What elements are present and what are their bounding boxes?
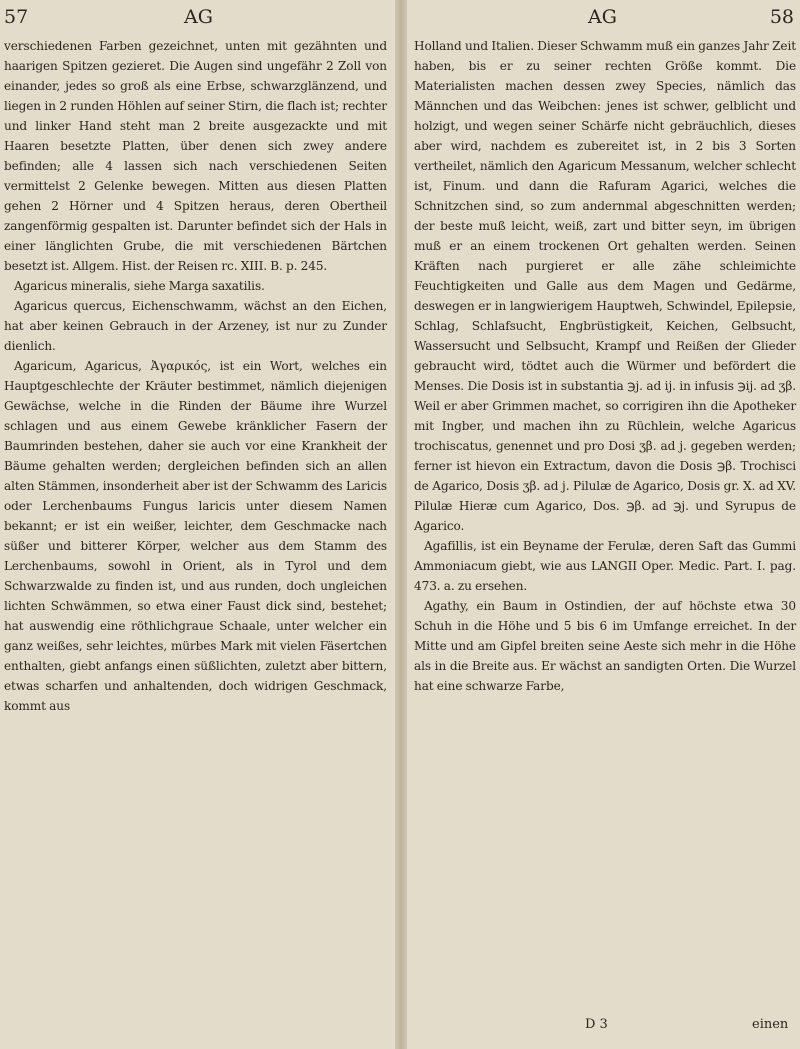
right-header bbox=[414, 4, 796, 30]
left-paragraph: Agaricus mineralis, siehe Marga saxatilis. bbox=[14, 279, 265, 293]
left-page-number: 57 bbox=[4, 6, 29, 28]
right-page-number: 58 bbox=[769, 6, 794, 28]
left-paragraph: Agaricum, Agaricus, Ἀγαρικός, ist ein Wort, welches ein Hauptgeschlechte der Kräuter bestimmet, nämlich diejenigen Gewächse, welche in die Rinden der Bäume ihre Wurzel schlagen und aus einem Gewebe kränklicher Fasern der Baumrinden bestehen, daher sie auch vor eine Krankheit der Bäume gehalten werden; dergleichen befinden sich an allen alten Stämmen, insonderheit aber ist der Schwamm des Laricis oder Lerchenbaums Fungus laricis unter diesem Namen bekannt; er ist ein weißer, leichter, dem Geschmacke nach süßer und bitterer Körper, welcher aus dem Stamm des Lerchenbaums, sowohl in Orient, als in Tyrol und dem Schwarzwalde zu finden ist, und aus runden, doch ungleichen lichten Schwämmen, so etwa einer Faust dick sind, bestehet; hat auswendig eine röthlichgraue Schaale, unter welcher ein ganz weißes, sehr leichtes, mürbes Mark mit vielen Fäsertchen enthalten, giebt anfangs einen süßlichten, zuletzt aber bittern, etwas scharfen und anhaltenden, doch widrigen Geschmack, kommt aus bbox=[4, 359, 387, 713]
book-gutter bbox=[395, 0, 407, 1049]
right-paragraph: Agathy, ein Baum in Ostindien, der auf höchste etwa 30 Schuh in die Höhe und 5 bis 6 im Umfange erreichet. In der Mitte und am Gipfel breiten seine Aeste sich mehr in die Höhe als in die Breite aus. Er wächst an sandigten Orten. Die Wurzel hat eine schwarze Farbe, bbox=[414, 599, 796, 693]
right-paragraph: Holland und Italien. Dieser Schwamm muß ein ganzes Jahr Zeit haben, bis er zu seiner rechten Größe kommt. Die Materialisten machen dessen zwey Species, nämlich das Männchen und das Weibchen: jenes ist schwer, gelblicht und holzigt, und wegen seiner Schärfe nicht gebräuchlich, dieses aber wird, nachdem es zubereitet ist, in 2 bis 3 Sorten vertheilet, nämlich den Agaricum Messanum, welcher schlecht ist, Finum. und dann die Rafuram Agarici, welches die Schnitzchen sind, so zum andernmal abgeschnitten werden; der beste muß leicht, weiß, zart und bitter seyn, im übrigen muß er an einem trockenen Ort gehalten werden. Seinen Kräften nach purgieret er alle zähe schleimichte Feuchtigkeiten und Galle aus dem Magen und Gedärme, deswegen er in langwierigem Hauptweh, Schwindel, Epilepsie, Schlag, Schlafsucht, Engbrüstigkeit, Keichen, Gelbsucht, Wassersucht und Selbsucht, Krampf und Reißen der Glieder gebraucht wird, tödtet auch die Würmer und befördert die Menses. Die Dosis ist in substantia ℈j. ad ij. in infusis ℈ij. ad ʒβ. Weil er aber Grimmen machet, so corrigiren ihn die Apotheker mit Ingber, und machen ihn zu Rüchlein, welche Agaricus trochiscatus, genennet und pro Dosi ʒβ. ad j. gegeben werden; ferner ist hievon ein Extractum, davon die Dosis ℈β. Trochisci de Agarico, Dosis ʒβ. ad j. Pilulæ de Agarico, Dosis gr. X. ad XV. Pilulæ Hieræ cum Agarico, Dos. ℈β. ad ℈j. und Syrupus de Agarico. bbox=[414, 39, 796, 533]
left-page-text bbox=[4, 36, 387, 716]
right-paragraph: Agafillis, ist ein Beyname der Ferulæ, deren Saft das Gummi Ammoniacum giebt, wie aus LANGII Oper. Medic. Part. I. pag. 473. a. zu ersehen. bbox=[414, 539, 796, 593]
signature-mark: D 3 bbox=[585, 1017, 608, 1032]
left-paragraph: verschiedenen Farben gezeichnet, unten mit gezähnten und haarigen Spitzen gezieret. Die Augen sind ungefähr 2 Zoll von einander, jedes so groß als eine Erbse, schwarzglänzend, und liegen in 2 runden Höhlen auf seiner Stirn, die flach ist; rechter und linker Hand steht man 2 breite ausgezackte und mit Haaren besetzte Platten, über denen sich zwey andere befinden; alle 4 lassen sich nach verschiedenen Seiten vermittelst 2 Gelenke bewegen. Mitten aus diesen Platten gehen 2 Hörner und 4 Spitzen heraus, deren Obertheil zangenförmig gespalten ist. Darunter befindet sich der Hals in einer länglichten Grube, die mit verschiedenen Bärtchen besetzt ist. Allgem. Hist. der Reisen rc. XIII. B. p. 245. bbox=[4, 39, 387, 273]
right-running-head: AG bbox=[588, 6, 617, 28]
left-paragraph: Agaricus quercus, Eichenschwamm, wächst an den Eichen, hat aber keinen Gebrauch in der Arzeney, ist nur zu Zunder dienlich. bbox=[4, 299, 387, 353]
right-page-text bbox=[414, 36, 796, 696]
left-running-head: AG bbox=[184, 6, 213, 28]
left-header bbox=[4, 4, 387, 30]
catchword: einen bbox=[752, 1017, 789, 1032]
